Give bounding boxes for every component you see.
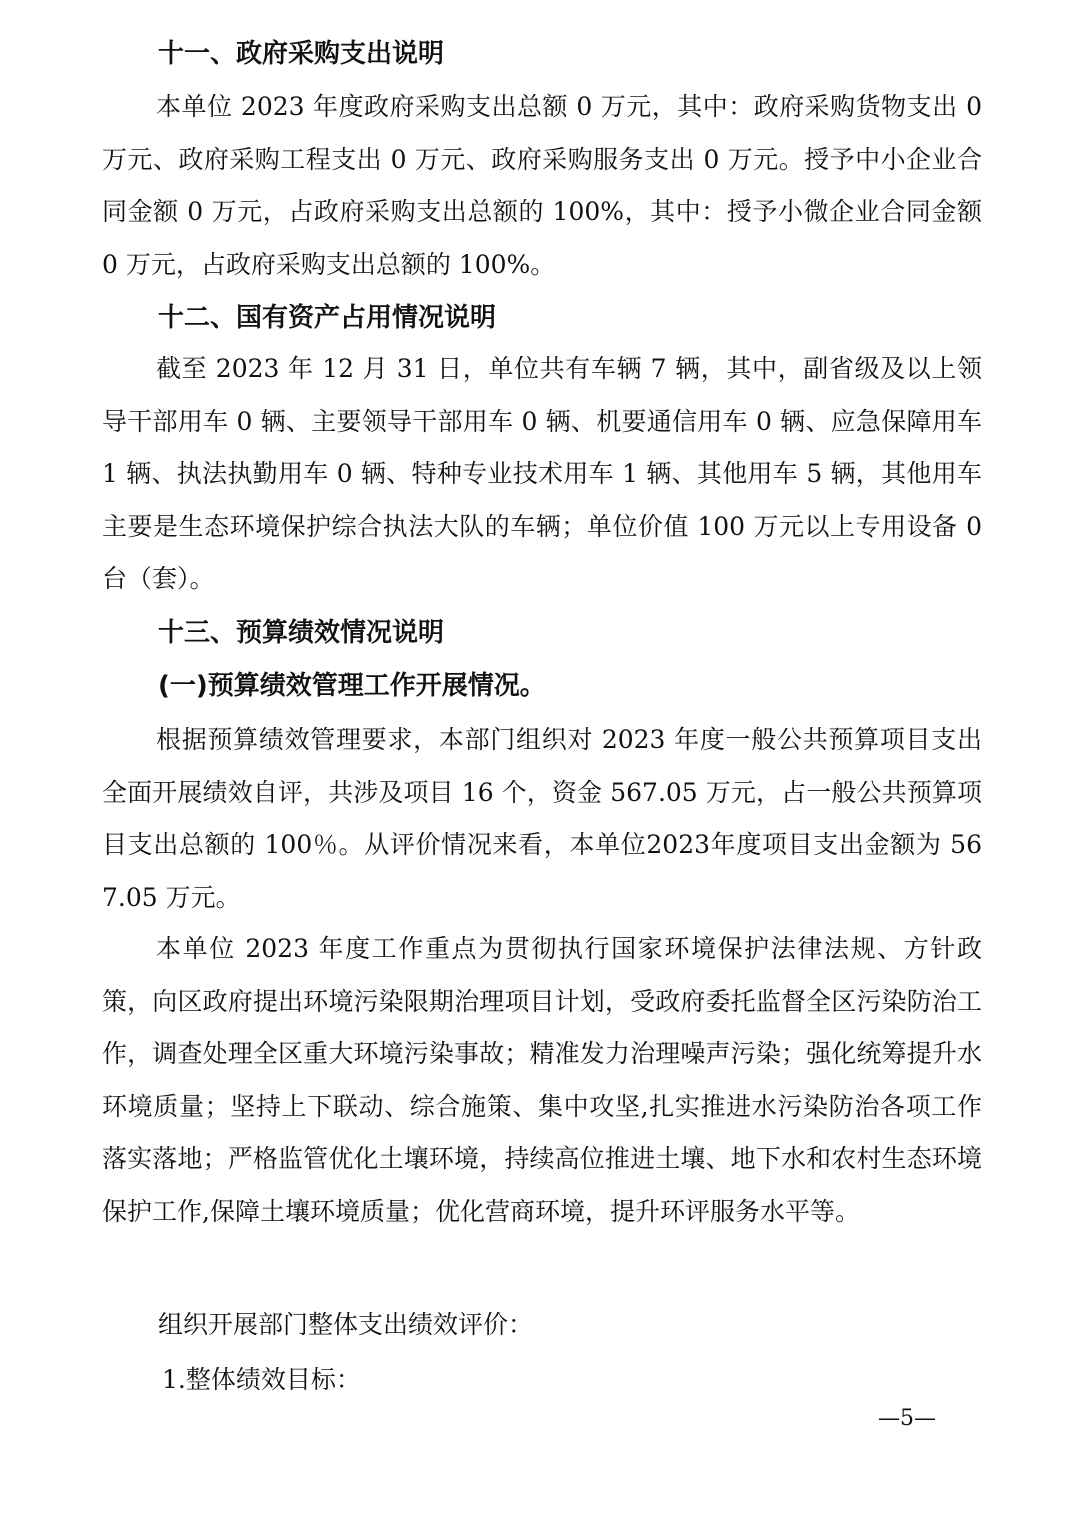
section-11-heading: 十一、政府采购支出说明	[158, 39, 445, 69]
section-13-paragraph-2: 本单位 2023 年度工作重点为贯彻执行国家环境保护法律法规、方针政策，向区政府提出环境污染限期治理项目计划，受政府委托监督全区污染防治工作，调查处理全区重大环境污染事故；精准发力治理噪声污染；强化统筹提升水环境质量；坚持上下联动、综合施策、集中攻坚,扎实推进水污染防治各项工作落实落地；严格监管优化土壤环境，持续高位推进土壤、地下水和农村生态环境保护工作,保障土壤环境质量；优化营商环境，提升环评服务水平等。	[102, 934, 982, 1226]
section-12-heading: 十二、国有资产占用情况说明	[158, 303, 497, 333]
section-11-paragraph: 本单位 2023 年度政府采购支出总额 0 万元，其中：政府采购货物支出 0 万元、政府采购工程支出 0 万元、政府采购服务支出 0 万元。授予中小企业合同金额 0 万元，占政府采购支出总额的 100%，其中：授予小微企业合同金额 0 万元，占政府采购支出总额的 100%。	[102, 92, 982, 279]
section-13-paragraph-1: 根据预算绩效管理要求，本部门组织对 2023 年度一般公共预算项目支出全面开展绩效自评，共涉及项目 16 个，资金 567.05 万元，占一般公共预算项目支出总额的 100％。从评价情况来看，本单位2023年度项目支出金额为 567.05 万元。	[102, 725, 982, 912]
section-13-line-1: 组织开展部门整体支出绩效评价：	[158, 1310, 534, 1339]
section-13-heading: 十三、预算绩效情况说明	[158, 618, 445, 648]
section-13-line-2: 1.整体绩效目标：	[162, 1365, 361, 1394]
section-12-paragraph: 截至 2023 年 12 月 31 日，单位共有车辆 7 辆，其中，副省级及以上领导干部用车 0 辆、主要领导干部用车 0 辆、机要通信用车 0 辆、应急保障用车 1 辆、执法执勤用车 0 辆、特种专业技术用车 1 辆、其他用车 5 辆，其他用车主要是生态环境保护综合执法大队的车辆；单位价值 100 万元以上专用设备 0 台（套）。	[102, 354, 982, 593]
section-13-subheading: (一)预算绩效管理工作开展情况。	[158, 671, 546, 701]
page-number: —5—	[878, 1406, 936, 1431]
